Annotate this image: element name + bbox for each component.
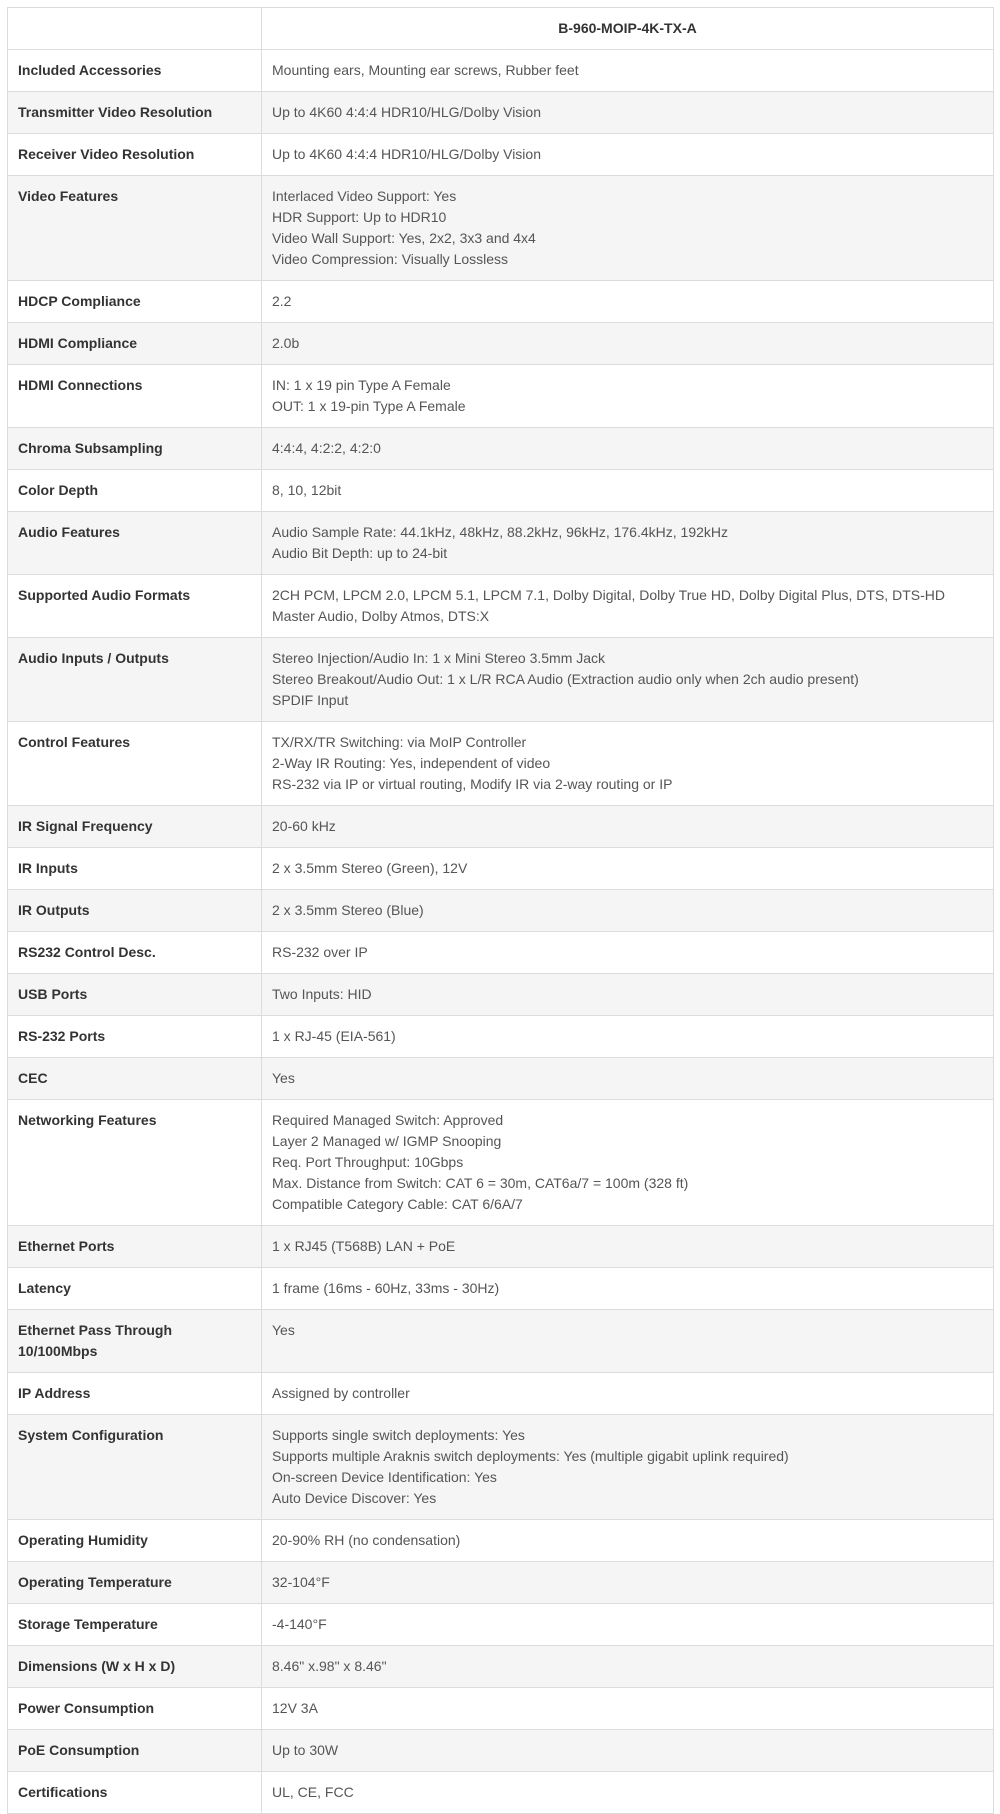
spec-table xyxy=(7,7,994,1814)
table-row xyxy=(8,575,994,638)
spec-value-line: RS-232 via IP or virtual routing, Modify IR via 2-way routing or IP xyxy=(272,776,673,792)
spec-value xyxy=(262,176,994,281)
spec-label: IP Address xyxy=(8,1373,262,1415)
spec-value-line: 1 x RJ45 (T568B) LAN + PoE xyxy=(272,1238,456,1254)
header-corner-cell xyxy=(8,8,262,50)
spec-value-line: Stereo Breakout/Audio Out: 1 x L/R RCA Audio (Extraction audio only when 2ch audio present) xyxy=(272,671,859,687)
spec-value-line: Yes xyxy=(272,1070,295,1086)
spec-value-line: 12V 3A xyxy=(272,1700,318,1716)
spec-value-line: OUT: 1 x 19-pin Type A Female xyxy=(272,398,466,414)
spec-value-line: Req. Port Throughput: 10Gbps xyxy=(272,1154,464,1170)
table-row xyxy=(8,722,994,806)
spec-label: Receiver Video Resolution xyxy=(8,134,262,176)
header-row xyxy=(8,8,994,50)
spec-value xyxy=(262,848,994,890)
spec-value-line: Yes xyxy=(272,1322,295,1338)
spec-value-line: Audio Sample Rate: 44.1kHz, 48kHz, 88.2kHz, 96kHz, 176.4kHz, 192kHz xyxy=(272,524,728,540)
spec-value-line: Mounting ears, Mounting ear screws, Rubber feet xyxy=(272,62,579,78)
table-row xyxy=(8,1268,994,1310)
table-row xyxy=(8,176,994,281)
spec-value-line: 2CH PCM, LPCM 2.0, LPCM 5.1, LPCM 7.1, Dolby Digital, Dolby True HD, Dolby Digital Plus, DTS, DTS-HD Master Audio, Dolby Atmos, DTS:X xyxy=(272,587,945,624)
spec-value-line: IN: 1 x 19 pin Type A Female xyxy=(272,377,451,393)
model-name-header: B-960-MOIP-4K-TX-A xyxy=(262,8,994,50)
spec-value-line: 2.2 xyxy=(272,293,292,309)
table-row xyxy=(8,890,994,932)
spec-value xyxy=(262,1310,994,1373)
table-row xyxy=(8,1016,994,1058)
table-row xyxy=(8,1646,994,1688)
table-row xyxy=(8,1562,994,1604)
spec-label: Networking Features xyxy=(8,1100,262,1226)
spec-value-line: Compatible Category Cable: CAT 6/6A/7 xyxy=(272,1196,523,1212)
spec-value xyxy=(262,323,994,365)
spec-label: Ethernet Pass Through 10/100Mbps xyxy=(8,1310,262,1373)
spec-value-line: Up to 30W xyxy=(272,1742,339,1758)
spec-value-line: RS-232 over IP xyxy=(272,944,368,960)
spec-value xyxy=(262,1058,994,1100)
spec-value-line: 20-90% RH (no condensation) xyxy=(272,1532,461,1548)
spec-value-line: Supports single switch deployments: Yes xyxy=(272,1427,525,1443)
spec-value-line: 8.46" x.98" x 8.46" xyxy=(272,1658,387,1674)
spec-label: Included Accessories xyxy=(8,50,262,92)
spec-value xyxy=(262,1688,994,1730)
spec-value-line: Up to 4K60 4:4:4 HDR10/HLG/Dolby Vision xyxy=(272,146,541,162)
spec-value-line: 2-Way IR Routing: Yes, independent of video xyxy=(272,755,551,771)
spec-label: RS232 Control Desc. xyxy=(8,932,262,974)
spec-label: HDMI Connections xyxy=(8,365,262,428)
spec-label: Audio Inputs / Outputs xyxy=(8,638,262,722)
spec-value xyxy=(262,470,994,512)
spec-value xyxy=(262,1016,994,1058)
spec-value-line: 2 x 3.5mm Stereo (Blue) xyxy=(272,902,424,918)
spec-value xyxy=(262,890,994,932)
spec-value-line: 1 frame (16ms - 60Hz, 33ms - 30Hz) xyxy=(272,1280,500,1296)
spec-value xyxy=(262,512,994,575)
spec-value xyxy=(262,806,994,848)
table-row xyxy=(8,1373,994,1415)
table-row xyxy=(8,1058,994,1100)
spec-label: Operating Temperature xyxy=(8,1562,262,1604)
spec-value xyxy=(262,1373,994,1415)
table-row xyxy=(8,806,994,848)
table-row xyxy=(8,1520,994,1562)
spec-value xyxy=(262,1268,994,1310)
spec-value-line: Two Inputs: HID xyxy=(272,986,372,1002)
spec-value-line: Interlaced Video Support: Yes xyxy=(272,188,457,204)
spec-value xyxy=(262,1562,994,1604)
spec-value xyxy=(262,1646,994,1688)
spec-value-line: 2.0b xyxy=(272,335,300,351)
spec-value-line: SPDIF Input xyxy=(272,692,349,708)
table-row xyxy=(8,932,994,974)
spec-value xyxy=(262,974,994,1016)
spec-label: Certifications xyxy=(8,1772,262,1814)
table-row xyxy=(8,92,994,134)
table-row xyxy=(8,1604,994,1646)
spec-value-line: Max. Distance from Switch: CAT 6 = 30m, CAT6a/7 = 100m (328 ft) xyxy=(272,1175,689,1191)
spec-value xyxy=(262,1100,994,1226)
table-row xyxy=(8,1730,994,1772)
spec-value-line: TX/RX/TR Switching: via MoIP Controller xyxy=(272,734,527,750)
spec-label: Dimensions (W x H x D) xyxy=(8,1646,262,1688)
spec-label: USB Ports xyxy=(8,974,262,1016)
table-row xyxy=(8,1100,994,1226)
spec-label: Audio Features xyxy=(8,512,262,575)
spec-table-body xyxy=(8,50,994,1814)
spec-value-line: 2 x 3.5mm Stereo (Green), 12V xyxy=(272,860,468,876)
spec-label: Storage Temperature xyxy=(8,1604,262,1646)
spec-value xyxy=(262,1772,994,1814)
spec-label: Supported Audio Formats xyxy=(8,575,262,638)
table-row xyxy=(8,1415,994,1520)
spec-value-line: On-screen Device Identification: Yes xyxy=(272,1469,497,1485)
spec-label: Chroma Subsampling xyxy=(8,428,262,470)
spec-value-line: 32-104°F xyxy=(272,1574,330,1590)
spec-label: Control Features xyxy=(8,722,262,806)
spec-label: Ethernet Ports xyxy=(8,1226,262,1268)
spec-value-line: Auto Device Discover: Yes xyxy=(272,1490,437,1506)
spec-value xyxy=(262,638,994,722)
spec-value-line: UL, CE, FCC xyxy=(272,1784,354,1800)
table-row xyxy=(8,428,994,470)
spec-label: Transmitter Video Resolution xyxy=(8,92,262,134)
spec-value-line: Audio Bit Depth: up to 24-bit xyxy=(272,545,448,561)
spec-label: IR Outputs xyxy=(8,890,262,932)
spec-value-line: Up to 4K60 4:4:4 HDR10/HLG/Dolby Vision xyxy=(272,104,541,120)
spec-label: HDMI Compliance xyxy=(8,323,262,365)
spec-value xyxy=(262,1226,994,1268)
spec-value xyxy=(262,365,994,428)
table-row xyxy=(8,1226,994,1268)
table-row xyxy=(8,134,994,176)
spec-value-line: Video Wall Support: Yes, 2x2, 3x3 and 4x4 xyxy=(272,230,536,246)
spec-value-line: Stereo Injection/Audio In: 1 x Mini Stereo 3.5mm Jack xyxy=(272,650,606,666)
spec-value xyxy=(262,932,994,974)
spec-value xyxy=(262,1520,994,1562)
spec-value-line: 8, 10, 12bit xyxy=(272,482,342,498)
table-row xyxy=(8,974,994,1016)
table-row xyxy=(8,281,994,323)
spec-value-line: 4:4:4, 4:2:2, 4:2:0 xyxy=(272,440,381,456)
spec-label: IR Inputs xyxy=(8,848,262,890)
spec-label: Power Consumption xyxy=(8,1688,262,1730)
spec-label: PoE Consumption xyxy=(8,1730,262,1772)
spec-value xyxy=(262,1604,994,1646)
spec-value xyxy=(262,281,994,323)
spec-value-line: Supports multiple Araknis switch deployments: Yes (multiple gigabit uplink required) xyxy=(272,1448,789,1464)
spec-label: HDCP Compliance xyxy=(8,281,262,323)
spec-value xyxy=(262,134,994,176)
table-row xyxy=(8,848,994,890)
spec-value-line: 20-60 kHz xyxy=(272,818,336,834)
table-row xyxy=(8,1772,994,1814)
spec-label: IR Signal Frequency xyxy=(8,806,262,848)
spec-table-header xyxy=(8,8,994,50)
table-row xyxy=(8,323,994,365)
spec-value-line: Layer 2 Managed w/ IGMP Snooping xyxy=(272,1133,502,1149)
spec-label: RS-232 Ports xyxy=(8,1016,262,1058)
spec-value xyxy=(262,50,994,92)
table-row xyxy=(8,470,994,512)
spec-value-line: Video Compression: Visually Lossless xyxy=(272,251,509,267)
table-row xyxy=(8,50,994,92)
spec-value xyxy=(262,428,994,470)
spec-label: Operating Humidity xyxy=(8,1520,262,1562)
table-row xyxy=(8,1310,994,1373)
spec-value-line: HDR Support: Up to HDR10 xyxy=(272,209,447,225)
spec-label: CEC xyxy=(8,1058,262,1100)
spec-label: Video Features xyxy=(8,176,262,281)
spec-label: Color Depth xyxy=(8,470,262,512)
spec-label: System Configuration xyxy=(8,1415,262,1520)
table-row xyxy=(8,638,994,722)
table-row xyxy=(8,512,994,575)
spec-value-line: 1 x RJ-45 (EIA-561) xyxy=(272,1028,396,1044)
table-row xyxy=(8,365,994,428)
spec-value-line: Assigned by controller xyxy=(272,1385,410,1401)
spec-value-line: Required Managed Switch: Approved xyxy=(272,1112,504,1128)
spec-value xyxy=(262,1730,994,1772)
spec-value xyxy=(262,92,994,134)
spec-value xyxy=(262,722,994,806)
spec-value xyxy=(262,575,994,638)
spec-value xyxy=(262,1415,994,1520)
spec-value-line: -4-140°F xyxy=(272,1616,327,1632)
table-row xyxy=(8,1688,994,1730)
spec-label: Latency xyxy=(8,1268,262,1310)
